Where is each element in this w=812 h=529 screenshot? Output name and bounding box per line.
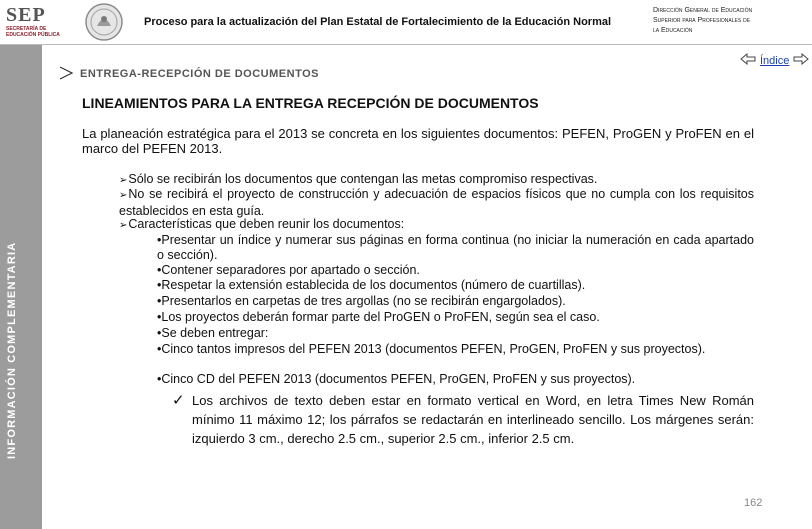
section-arrow-icon xyxy=(58,66,74,80)
sub-list-item: •Los proyectos deberán formar parte del ProGEN o ProFEN, según sea el caso. xyxy=(157,310,600,324)
next-arrow-icon[interactable] xyxy=(793,52,809,70)
department-line: Superior para Profesionales de xyxy=(653,17,751,24)
sub-list-item: •Presentar un índice y numerar sus páginas en forma continua (no iniciar la numeración en cada apartado o sección). xyxy=(157,233,754,262)
department-line: Dirección General de Educación xyxy=(653,7,753,14)
header-divider xyxy=(0,44,812,45)
sub-list-item: •Cinco tantos impresos del PEFEN 2013 (documentos PEFEN, ProGEN, ProFEN y sus proyectos). xyxy=(157,342,706,356)
page-number: 162 xyxy=(744,497,763,509)
department-line: la Educación xyxy=(653,27,693,34)
sub-list-item: •Se deben entregar: xyxy=(157,326,269,340)
page-header xyxy=(0,0,812,44)
list-item-text: Sólo se recibirán los documentos que contengan las metas compromiso respectivas. xyxy=(128,172,598,186)
sep-logo-subtext: SECRETARÍA DE EDUCACIÓN PÚBLICA xyxy=(6,26,60,38)
header-title: Proceso para la actualización del Plan Estatal de Fortalecimiento de la Educación Normal xyxy=(144,16,612,28)
bullet-arrow-icon: ➢ xyxy=(119,220,128,231)
check-item-text: Los archivos de texto deben estar en formato vertical en Word, en letra Times New Román mínimo 11 máximo 12; los párrafos se redactarán en interlineado sencillo. Los márgenes serán: izquierdo 3 cm., derecho 2.5 cm., superior 2.5 cm., inferior 2.5 cm. xyxy=(192,393,754,446)
sub-list-item: •Cinco CD del PEFEN 2013 (documentos PEFEN, ProGEN, ProFEN y sus proyectos). xyxy=(157,372,636,386)
bullet-arrow-icon: ➢ xyxy=(119,175,128,186)
sidebar xyxy=(0,45,42,529)
list-item xyxy=(119,217,754,234)
sub-list-item: •Presentarlos en carpetas de tres argollas (no se recibirán engargolados). xyxy=(157,294,566,308)
intro-paragraph: La planeación estratégica para el 2013 se concreta en los siguientes documentos: PEFEN, ProGEN y ProFEN en el marco del PEFEN 2013. xyxy=(82,126,754,156)
bullet-arrow-icon: ➢ xyxy=(119,190,128,201)
list-item-text: Características que deben reunir los documentos: xyxy=(128,217,405,231)
sub-list-item: •Contener separadores por apartado o sección. xyxy=(157,263,420,277)
list-item-text: No se recibirá el proyecto de construcción y adecuación de espacios físicos que no cumpla con los requisitos establecidos en esta guía. xyxy=(119,187,754,218)
index-link[interactable]: Índice xyxy=(760,55,790,67)
list-item xyxy=(119,187,754,219)
sub-list-item: •Respetar la extensión establecida de los documentos (número de cuartillas). xyxy=(157,278,586,292)
section-label: ENTREGA-RECEPCIÓN DE DOCUMENTOS xyxy=(80,68,319,80)
sep-logo xyxy=(6,4,72,40)
checkmark-icon: ✓ xyxy=(172,392,185,409)
mexico-seal-icon xyxy=(84,2,124,42)
sidebar-label: INFORMACIÓN COMPLEMENTARIA xyxy=(6,241,18,459)
previous-arrow-icon[interactable] xyxy=(740,52,756,70)
department-name xyxy=(653,6,805,36)
page-title: LINEAMIENTOS PARA LA ENTREGA RECEPCIÓN DE DOCUMENTOS xyxy=(82,95,539,111)
sep-logo-text: SEP xyxy=(6,4,46,26)
index-navigation xyxy=(740,53,809,69)
